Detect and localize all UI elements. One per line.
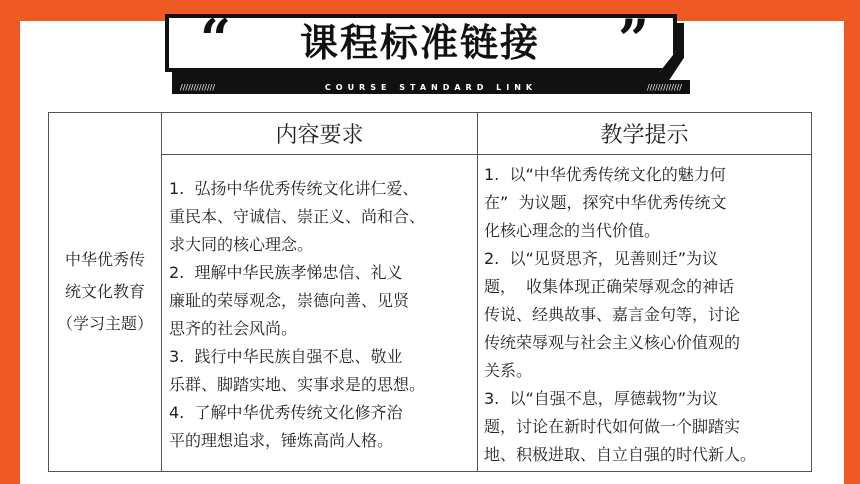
- tips-line: 关系。: [484, 361, 533, 380]
- topic-cell: [49, 113, 162, 471]
- tips-line: 化核心理念的当代价值。: [484, 221, 661, 240]
- content-line: 3. 践行中华民族自强不息、敬业: [169, 347, 403, 366]
- open-quote-icon: “: [200, 7, 232, 71]
- content-line: 求大同的核心理念。: [169, 235, 314, 254]
- topic-line: （学习主题）: [57, 314, 154, 333]
- subtitle-bar: [172, 80, 690, 94]
- hatch-left: /////////////: [180, 82, 216, 92]
- tips-line: 1. 以“中华优秀传统文化的魅力何: [484, 165, 726, 184]
- tips-line: 题，讨论在新时代如何做一个脚踏实: [484, 417, 741, 436]
- content-line: 思齐的社会风尚。: [169, 319, 298, 338]
- tips-line: 传说、经典故事、嘉言金句等，讨论: [484, 305, 741, 324]
- hatch-right: /////////////: [646, 82, 682, 92]
- page-title: 课程标准链接: [300, 21, 541, 65]
- content-line: 4. 了解中华优秀传统文化修齐治: [169, 403, 403, 422]
- tips-line: 地、积极进取、自立自强的时代新人。: [484, 445, 757, 464]
- content-line: 平的理想追求，锤炼高尚人格。: [169, 431, 394, 450]
- tips-line: 传统荣辱观与社会主义核心价值观的: [484, 333, 741, 352]
- content-requirements-cell: [162, 155, 478, 471]
- content-line: 1. 弘扬中华优秀传统文化讲仁爱、: [169, 179, 419, 198]
- teaching-tips-cell: [478, 155, 811, 471]
- topic-line: 中华优秀传: [64, 250, 145, 269]
- content-line: 乐群、脚踏实地、实事求是的思想。: [169, 375, 426, 394]
- tips-line: 题， 收集体现正确荣辱观念的神话: [484, 277, 735, 296]
- topic-line: 统文化教育: [64, 282, 145, 301]
- content-line: 2. 理解中华民族孝悌忠信、礼义: [169, 263, 403, 282]
- content-line: 廉耻的荣辱观念，崇德向善、见贤: [169, 291, 410, 310]
- close-quote-icon: ”: [618, 7, 650, 71]
- tips-line: 在” 为议题，探究中华优秀传统文: [484, 193, 727, 212]
- content-line: 重民本、守诚信、崇正义、尚和合、: [169, 207, 426, 226]
- subtitle-text: COURSE STANDARD LINK: [324, 82, 538, 92]
- header-content-requirements: 内容要求: [162, 113, 478, 155]
- tips-line: 2. 以“见贤思齐，见善则迁”为议: [484, 249, 719, 268]
- header-teaching-tips: 教学提示: [478, 113, 811, 155]
- standards-table: [48, 112, 812, 472]
- tips-line: 3. 以“自强不息，厚德载物”为议: [484, 389, 719, 408]
